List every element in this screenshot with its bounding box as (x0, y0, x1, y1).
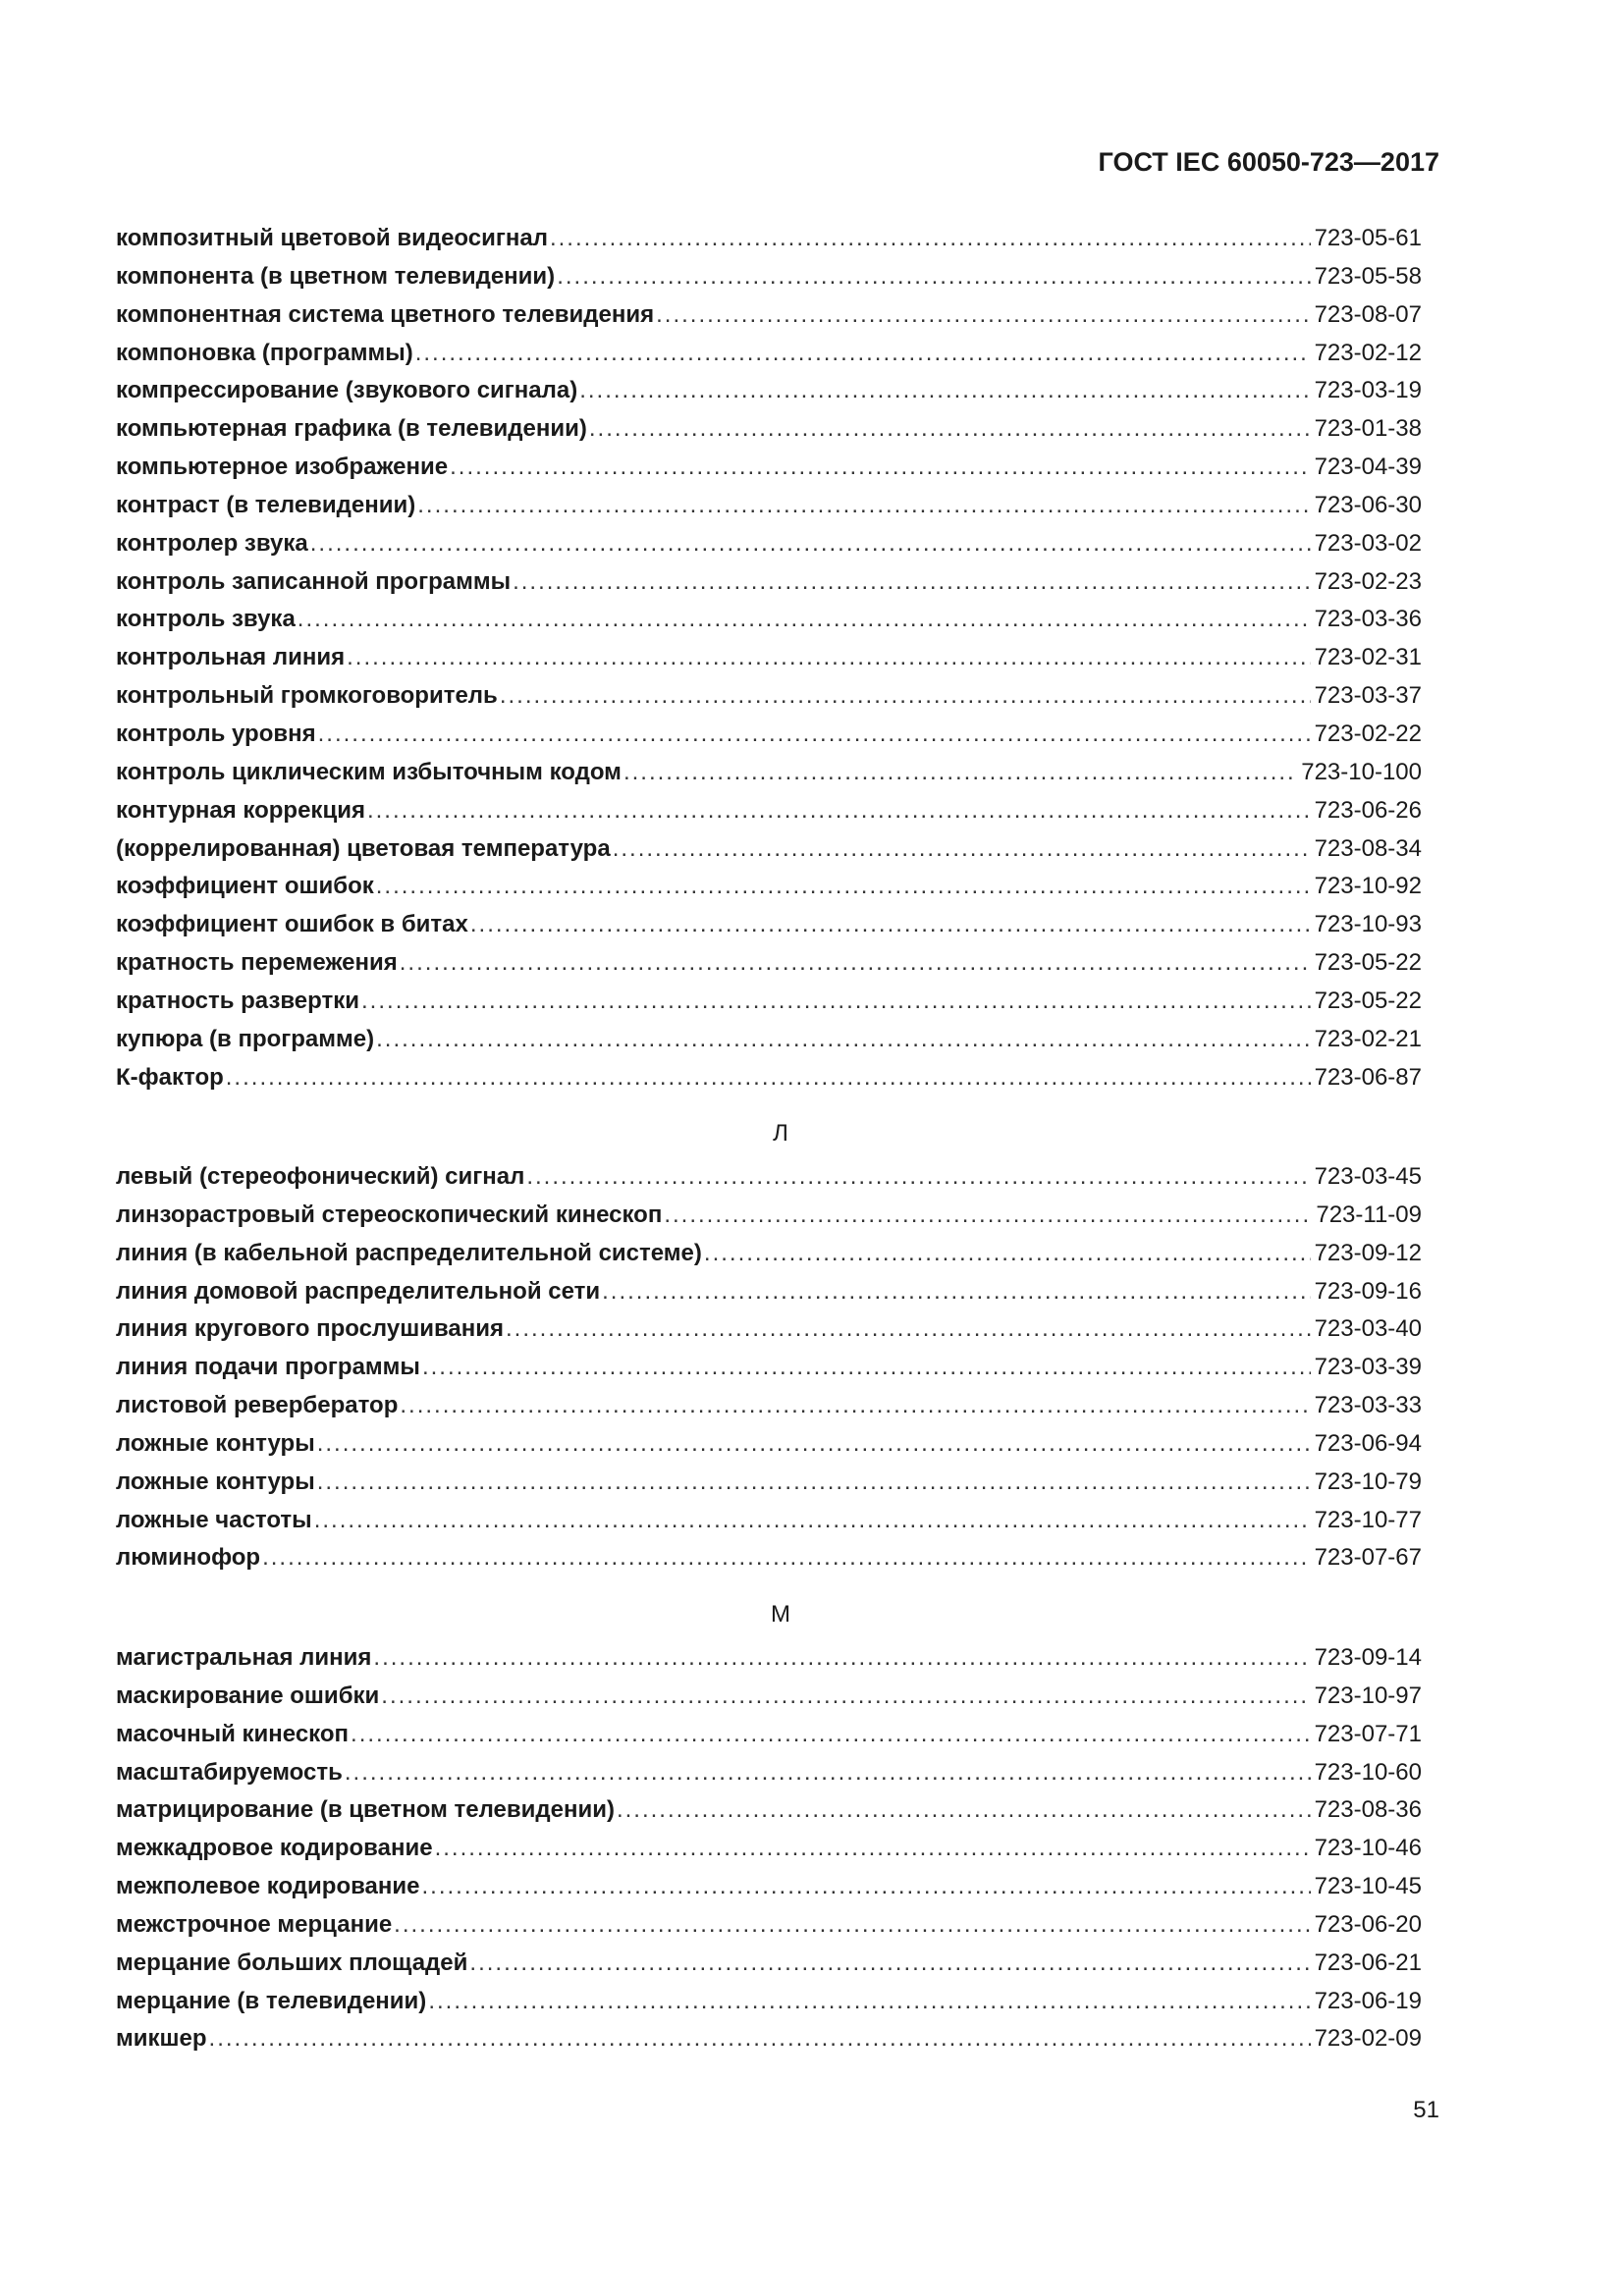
index-entry (116, 377, 1422, 415)
index-entry (116, 1392, 1422, 1430)
dot-leader (557, 263, 1310, 291)
index-term: контроль звука (116, 606, 296, 633)
index-term: композитный цветовой видеосигнал (116, 225, 548, 251)
index-term: компонентная система цветного телевидения (116, 300, 655, 328)
index-entry (116, 225, 1422, 263)
dot-leader (704, 1240, 1311, 1267)
dot-leader (318, 721, 1311, 748)
dot-leader (347, 644, 1310, 671)
index-reference: 723-06-87 (1314, 1063, 1422, 1091)
index-entry (116, 454, 1422, 492)
dot-leader (262, 1544, 1310, 1572)
index-reference: 723-10-60 (1314, 1758, 1422, 1786)
index-reference: 723-03-33 (1314, 1392, 1422, 1419)
index-term: масштабируемость (116, 1758, 343, 1786)
dot-leader (450, 454, 1310, 481)
index-entry (116, 301, 1422, 340)
index-entry (116, 1796, 1422, 1835)
index-reference: 723-03-19 (1314, 377, 1422, 404)
dot-leader (415, 340, 1311, 367)
dot-leader (589, 415, 1311, 443)
index-term: люминофор (116, 1544, 261, 1572)
index-reference: 723-10-97 (1314, 1682, 1422, 1709)
index-entry (116, 340, 1422, 378)
index-reference: 723-02-23 (1314, 567, 1422, 595)
index-reference: 723-08-34 (1314, 834, 1422, 862)
index-reference: 723-02-21 (1314, 1025, 1422, 1052)
index-entry (116, 1163, 1422, 1201)
index-term: К-фактор (116, 1063, 224, 1091)
index-reference: 723-10-79 (1314, 1468, 1422, 1495)
dot-leader (506, 1315, 1311, 1343)
index-term: магистральная линия (116, 1644, 372, 1671)
index-term: контрольный громкоговоритель (116, 682, 498, 710)
index-entry (116, 1278, 1422, 1316)
index-term: контрольная линия (116, 644, 346, 671)
index-reference: 723-02-22 (1314, 720, 1422, 747)
index-term: коэффициент ошибок в битах (116, 911, 468, 938)
index-section-k (116, 225, 1422, 1101)
index-term: ложные контуры (116, 1429, 315, 1457)
index-entry (116, 2025, 1422, 2063)
index-entry (116, 721, 1422, 759)
index-reference: 723-01-38 (1314, 415, 1422, 443)
index-reference: 723-02-09 (1314, 2025, 1422, 2053)
index-term: контроль уровня (116, 720, 316, 747)
index-reference: 723-10-45 (1314, 1873, 1422, 1900)
index-entry (116, 1911, 1422, 1949)
index-reference: 723-06-21 (1314, 1949, 1422, 1976)
index-entry (116, 415, 1422, 454)
index-term: коэффициент ошибок (116, 873, 374, 900)
index-reference: 723-03-37 (1314, 682, 1422, 710)
index-entry (116, 797, 1422, 835)
index-term: контурная коррекция (116, 796, 365, 824)
index-term: мерцание больших площадей (116, 1949, 468, 1976)
dot-leader (579, 377, 1310, 404)
dot-leader (400, 1392, 1310, 1419)
document-header: ГОСТ IEC 60050-723—2017 (1098, 147, 1439, 177)
index-reference: 723-10-77 (1314, 1506, 1422, 1533)
dot-leader (351, 1721, 1311, 1748)
index-term: матрицирование (в цветном телевидении) (116, 1796, 615, 1824)
index-reference: 723-02-12 (1314, 339, 1422, 366)
index-reference: 723-06-19 (1314, 1987, 1422, 2014)
index-entry (116, 1721, 1422, 1759)
index-term: межстрочное мерцание (116, 1910, 393, 1938)
index-reference: 723-10-100 (1301, 758, 1422, 785)
index-entry (116, 1835, 1422, 1873)
index-entry (116, 911, 1422, 949)
index-reference: 723-07-67 (1314, 1544, 1422, 1572)
dot-leader (314, 1507, 1311, 1534)
index-entry (116, 644, 1422, 682)
index-entry (116, 873, 1422, 911)
index-reference: 723-03-40 (1314, 1315, 1422, 1343)
dot-leader (664, 1201, 1312, 1229)
dot-leader (394, 1911, 1310, 1939)
dot-leader (226, 1064, 1311, 1092)
section-letter-m: М (771, 1601, 790, 1628)
index-term: ложные контуры (116, 1468, 315, 1495)
index-term: купюра (в программе) (116, 1025, 375, 1052)
dot-leader (417, 492, 1310, 519)
index-entry (116, 1507, 1422, 1545)
index-term: компьютерная графика (в телевидении) (116, 415, 587, 443)
index-reference: 723-08-07 (1314, 300, 1422, 328)
index-entry (116, 835, 1422, 874)
index-term: мерцание (в телевидении) (116, 1987, 427, 2014)
index-entry (116, 988, 1422, 1026)
index-section-m (116, 1644, 1422, 2063)
index-term: линия (в кабельной распределительной системе) (116, 1239, 702, 1266)
index-entry (116, 263, 1422, 301)
index-term: (коррелированная) цветовая температура (116, 834, 611, 862)
index-reference: 723-03-45 (1314, 1163, 1422, 1190)
index-reference: 723-02-31 (1314, 644, 1422, 671)
index-reference: 723-08-36 (1314, 1796, 1422, 1824)
dot-leader (602, 1278, 1310, 1306)
dot-leader (381, 1682, 1310, 1710)
dot-leader (298, 606, 1311, 633)
index-term: маскирование ошибки (116, 1682, 380, 1709)
index-reference: 723-03-02 (1314, 529, 1422, 557)
index-entry (116, 1949, 1422, 1988)
index-term: микшер (116, 2025, 207, 2053)
dot-leader (361, 988, 1311, 1015)
index-term: ложные частоты (116, 1506, 312, 1533)
index-entry (116, 1064, 1422, 1102)
index-entry (116, 1315, 1422, 1354)
dot-leader (400, 949, 1311, 977)
index-entry (116, 1988, 1422, 2026)
dot-leader (469, 1949, 1310, 1977)
index-reference: 723-10-92 (1314, 873, 1422, 900)
index-entry (116, 1544, 1422, 1582)
index-term: межполевое кодирование (116, 1873, 420, 1900)
index-entry (116, 682, 1422, 721)
index-reference: 723-06-30 (1314, 491, 1422, 518)
index-reference: 723-09-14 (1314, 1644, 1422, 1671)
index-entry (116, 606, 1422, 644)
dot-leader (422, 1354, 1311, 1381)
index-reference: 723-09-16 (1314, 1277, 1422, 1305)
dot-leader (373, 1644, 1310, 1672)
dot-leader (656, 301, 1310, 329)
index-entry (116, 1354, 1422, 1392)
index-term: линия домовой распределительной сети (116, 1277, 601, 1305)
index-reference: 723-06-26 (1314, 796, 1422, 824)
index-entry (116, 1026, 1422, 1064)
index-entry (116, 1873, 1422, 1911)
index-reference: 723-05-22 (1314, 949, 1422, 977)
dot-leader (435, 1835, 1311, 1862)
index-entry (116, 492, 1422, 530)
index-reference: 723-03-39 (1314, 1354, 1422, 1381)
dot-leader (376, 873, 1311, 900)
index-term: компонента (в цветном телевидении) (116, 262, 556, 290)
index-term: кратность развертки (116, 987, 360, 1014)
index-reference: 723-09-12 (1314, 1239, 1422, 1266)
index-entry (116, 1201, 1422, 1240)
index-term: левый (стереофонический) сигнал (116, 1163, 525, 1190)
dot-leader (613, 835, 1311, 863)
index-term: линия подачи программы (116, 1354, 420, 1381)
index-term: контроль циклическим избыточным кодом (116, 758, 622, 785)
index-term: линия кругового прослушивания (116, 1315, 504, 1343)
index-reference: 723-05-58 (1314, 262, 1422, 290)
dot-leader (428, 1988, 1310, 2015)
dot-leader (317, 1468, 1311, 1496)
index-entry (116, 530, 1422, 568)
dot-leader (345, 1759, 1311, 1787)
index-reference: 723-05-61 (1314, 225, 1422, 251)
dot-leader (421, 1873, 1310, 1900)
page-number: 51 (1413, 2097, 1439, 2123)
dot-leader (500, 682, 1311, 710)
index-reference: 723-07-71 (1314, 1720, 1422, 1747)
index-entry (116, 1644, 1422, 1682)
dot-leader (209, 2025, 1311, 2053)
index-term: компьютерное изображение (116, 454, 449, 481)
index-entry (116, 1430, 1422, 1468)
section-letter-l: Л (773, 1120, 788, 1147)
index-term: контролер звука (116, 529, 308, 557)
index-entry (116, 568, 1422, 607)
dot-leader (317, 1430, 1311, 1458)
index-term: контраст (в телевидении) (116, 491, 416, 518)
index-entry (116, 949, 1422, 988)
dot-leader (550, 225, 1311, 252)
index-reference: 723-04-39 (1314, 454, 1422, 481)
index-term: межкадровое кодирование (116, 1835, 433, 1862)
index-entry (116, 1240, 1422, 1278)
index-reference: 723-10-93 (1314, 911, 1422, 938)
index-entry (116, 1682, 1422, 1721)
index-term: компоновка (программы) (116, 339, 413, 366)
index-reference: 723-06-94 (1314, 1429, 1422, 1457)
index-reference: 723-06-20 (1314, 1910, 1422, 1938)
index-term: линзорастровый стереоскопический кинескоп (116, 1201, 663, 1228)
dot-leader (470, 911, 1311, 938)
index-section-l (116, 1163, 1422, 1582)
index-term: масочный кинескоп (116, 1720, 350, 1747)
index-reference: 723-10-46 (1314, 1835, 1422, 1862)
dot-leader (310, 530, 1311, 558)
dot-leader (376, 1026, 1310, 1053)
index-term: контроль записанной программы (116, 567, 512, 595)
index-term: листовой ревербератор (116, 1392, 399, 1419)
dot-leader (367, 797, 1311, 825)
index-entry (116, 1759, 1422, 1797)
dot-leader (623, 759, 1297, 786)
index-entry (116, 759, 1422, 797)
dot-leader (513, 568, 1310, 596)
dot-leader (526, 1163, 1310, 1191)
index-term: компрессирование (звукового сигнала) (116, 377, 578, 404)
index-entry (116, 1468, 1422, 1507)
index-reference: 723-11-09 (1316, 1201, 1422, 1228)
index-reference: 723-03-36 (1314, 606, 1422, 633)
dot-leader (617, 1796, 1311, 1824)
index-term: кратность перемежения (116, 949, 398, 977)
index-reference: 723-05-22 (1314, 987, 1422, 1014)
